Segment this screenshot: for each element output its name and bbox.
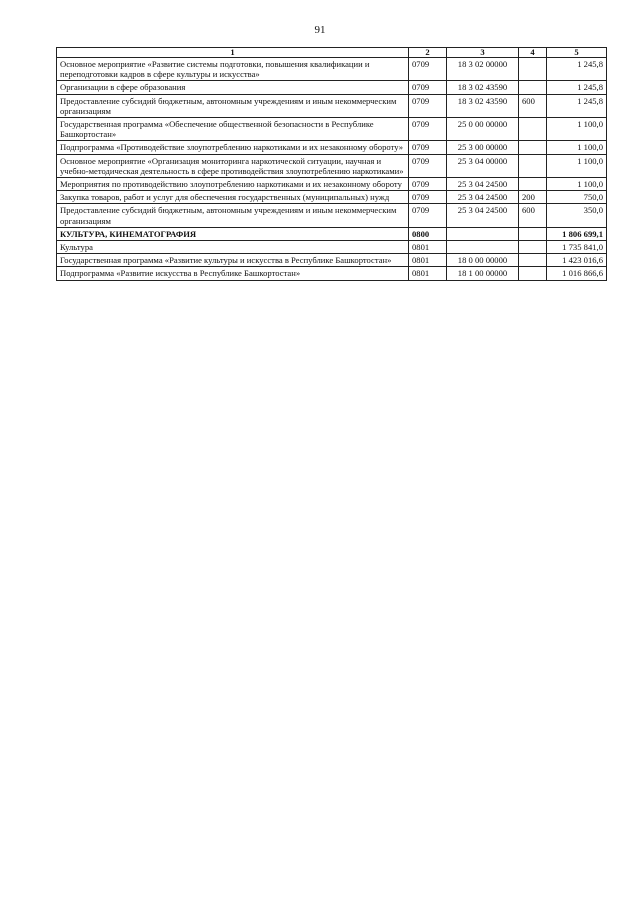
row-amount-cell: 1 100,0: [547, 154, 607, 177]
header-col-5: 5: [547, 48, 607, 58]
table-row: [57, 241, 607, 254]
row-amount-cell: 1 016 866,6: [547, 267, 607, 280]
row-target-code-cell: [447, 227, 519, 240]
row-name-cell: Организации в сфере образования: [57, 81, 409, 94]
row-name-cell: Закупка товаров, работ и услуг для обеспечения государственных (муниципальных) нужд: [57, 191, 409, 204]
row-section-code-cell: 0801: [409, 254, 447, 267]
row-name-cell: Подпрограмма «Развитие искусства в Республике Башкортостан»: [57, 267, 409, 280]
row-target-code-cell: 25 3 04 24500: [447, 178, 519, 191]
row-section-code-cell: 0801: [409, 267, 447, 280]
row-expense-type-cell: [519, 178, 547, 191]
row-target-code-cell: 18 3 02 00000: [447, 58, 519, 81]
row-expense-type-cell: [519, 267, 547, 280]
row-target-code-cell: 18 3 02 43590: [447, 81, 519, 94]
header-col-1: 1: [57, 48, 409, 58]
table-row: [57, 141, 607, 154]
row-amount-cell: 1 100,0: [547, 141, 607, 154]
table-header-row: [57, 48, 607, 58]
row-expense-type-cell: [519, 118, 547, 141]
row-expense-type-cell: 600: [519, 204, 547, 227]
table-row: [57, 254, 607, 267]
row-name-cell: Мероприятия по противодействию злоупотреблению наркотиками и их незаконному обороту: [57, 178, 409, 191]
row-amount-cell: 1 245,8: [547, 58, 607, 81]
table-body: [57, 58, 607, 281]
row-expense-type-cell: [519, 154, 547, 177]
row-expense-type-cell: [519, 58, 547, 81]
row-target-code-cell: 18 3 02 43590: [447, 94, 519, 117]
row-name-cell: Основное мероприятие «Развитие системы подготовки, повышения квалификации и переподготовки кадров в сфере культуры и искусства»: [57, 58, 409, 81]
budget-table: [56, 47, 607, 281]
row-section-code-cell: 0709: [409, 178, 447, 191]
table-row: [57, 204, 607, 227]
row-section-code-cell: 0709: [409, 118, 447, 141]
row-name-cell: Основное мероприятие «Организация мониторинга наркотической ситуации, научная и учебно-методическая деятельность в сфере противодействия злоупотреблению наркотиками»: [57, 154, 409, 177]
table-row: [57, 94, 607, 117]
table-row: [57, 154, 607, 177]
row-section-code-cell: 0801: [409, 241, 447, 254]
table-row: [57, 58, 607, 81]
row-target-code-cell: 18 0 00 00000: [447, 254, 519, 267]
row-target-code-cell: 25 3 04 00000: [447, 154, 519, 177]
row-name-cell: Государственная программа «Обеспечение общественной безопасности в Республике Башкортостан»: [57, 118, 409, 141]
row-section-code-cell: 0709: [409, 204, 447, 227]
table-row: [57, 118, 607, 141]
row-section-code-cell: 0709: [409, 81, 447, 94]
row-expense-type-cell: [519, 254, 547, 267]
header-col-3: 3: [447, 48, 519, 58]
table-row: [57, 81, 607, 94]
row-target-code-cell: 18 1 00 00000: [447, 267, 519, 280]
row-expense-type-cell: [519, 227, 547, 240]
row-expense-type-cell: 600: [519, 94, 547, 117]
row-name-cell: Культура: [57, 241, 409, 254]
row-amount-cell: 1 245,8: [547, 81, 607, 94]
row-section-code-cell: 0709: [409, 58, 447, 81]
row-section-code-cell: 0709: [409, 191, 447, 204]
row-expense-type-cell: [519, 81, 547, 94]
row-expense-type-cell: [519, 241, 547, 254]
row-amount-cell: 1 735 841,0: [547, 241, 607, 254]
row-target-code-cell: [447, 241, 519, 254]
row-amount-cell: 1 100,0: [547, 118, 607, 141]
header-col-4: 4: [519, 48, 547, 58]
row-name-cell: КУЛЬТУРА, КИНЕМАТОГРАФИЯ: [57, 227, 409, 240]
table-row: [57, 267, 607, 280]
table-row: [57, 178, 607, 191]
row-target-code-cell: 25 3 00 00000: [447, 141, 519, 154]
table-row: [57, 191, 607, 204]
row-amount-cell: 1 423 016,6: [547, 254, 607, 267]
row-name-cell: Подпрограмма «Противодействие злоупотреблению наркотиками и их незаконному обороту»: [57, 141, 409, 154]
row-target-code-cell: 25 3 04 24500: [447, 204, 519, 227]
table-row: [57, 227, 607, 240]
row-target-code-cell: 25 3 04 24500: [447, 191, 519, 204]
row-expense-type-cell: [519, 141, 547, 154]
row-expense-type-cell: 200: [519, 191, 547, 204]
row-name-cell: Государственная программа «Развитие культуры и искусства в Республике Башкортостан»: [57, 254, 409, 267]
row-amount-cell: 1 100,0: [547, 178, 607, 191]
row-section-code-cell: 0800: [409, 227, 447, 240]
row-amount-cell: 1 245,8: [547, 94, 607, 117]
row-amount-cell: 1 806 699,1: [547, 227, 607, 240]
row-amount-cell: 750,0: [547, 191, 607, 204]
page-number: 91: [314, 24, 326, 36]
header-col-2: 2: [409, 48, 447, 58]
row-amount-cell: 350,0: [547, 204, 607, 227]
row-section-code-cell: 0709: [409, 154, 447, 177]
row-section-code-cell: 0709: [409, 141, 447, 154]
row-section-code-cell: 0709: [409, 94, 447, 117]
row-name-cell: Предоставление субсидий бюджетным, автономным учреждениям и иным некоммерческим организациям: [57, 204, 409, 227]
row-target-code-cell: 25 0 00 00000: [447, 118, 519, 141]
row-name-cell: Предоставление субсидий бюджетным, автономным учреждениям и иным некоммерческим организациям: [57, 94, 409, 117]
